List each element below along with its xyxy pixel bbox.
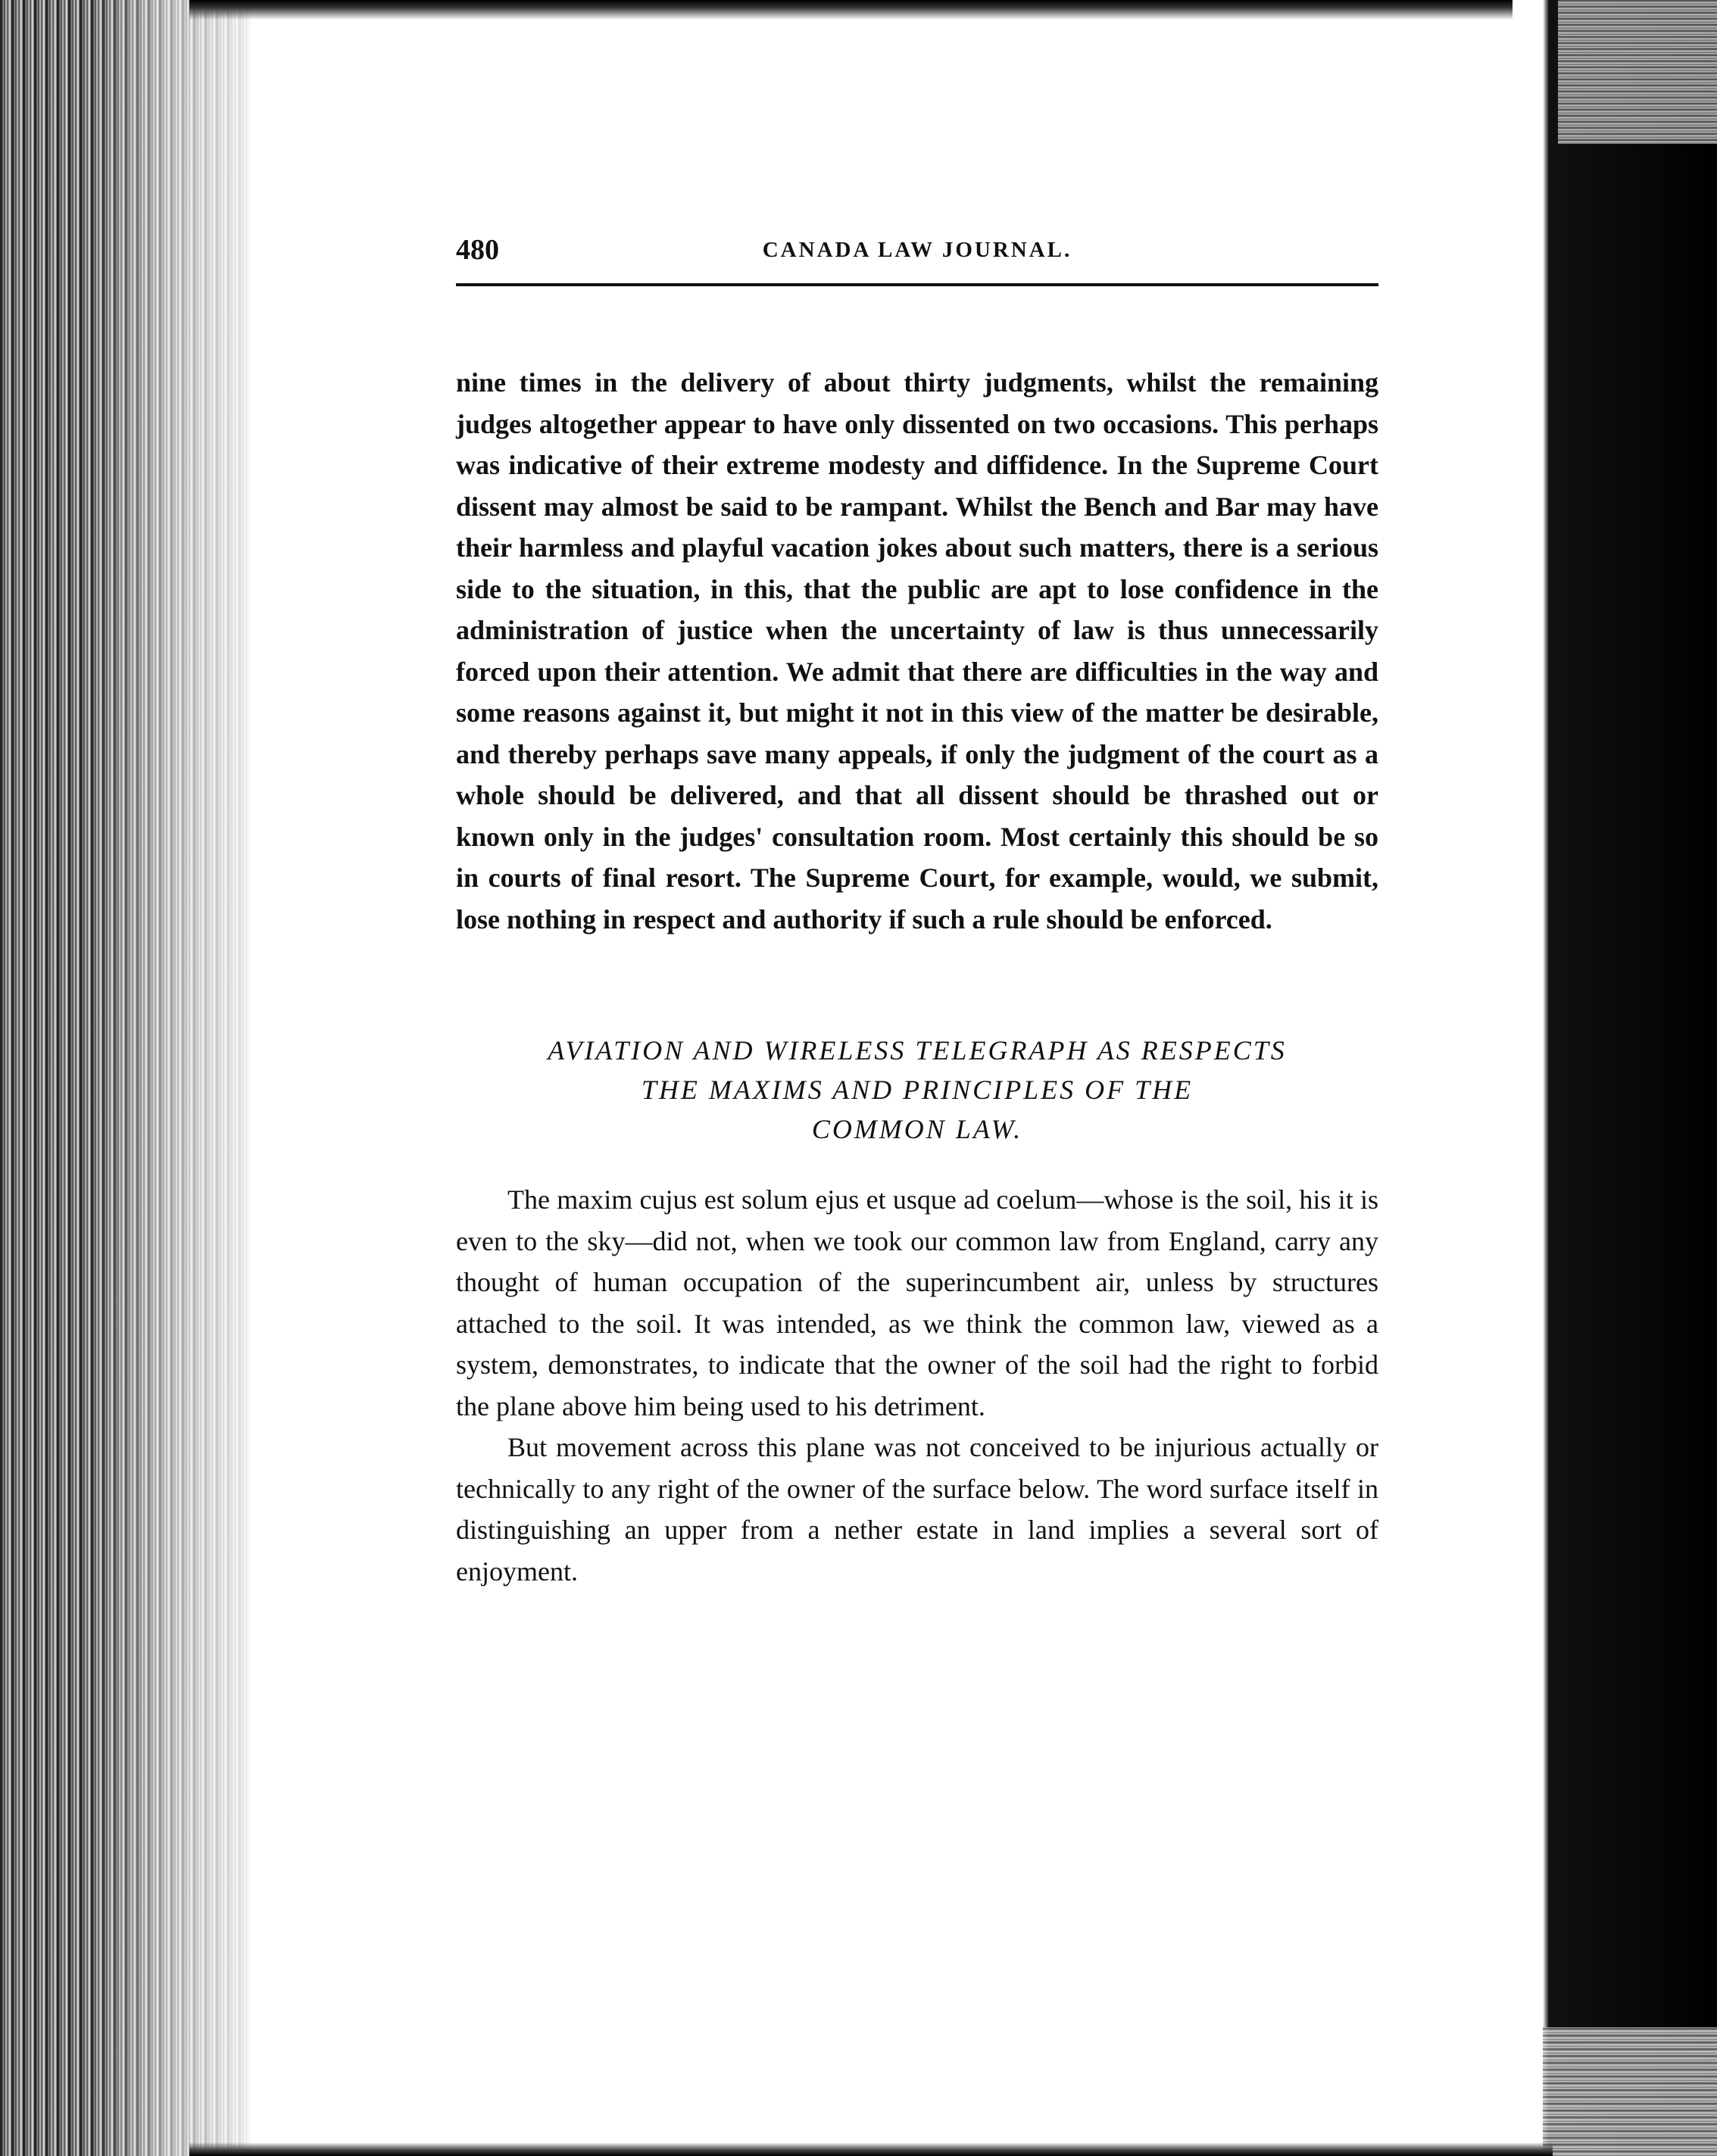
- running-header: [456, 227, 1378, 273]
- scan-bottom-edge: [189, 2142, 1553, 2156]
- article-title: [456, 1031, 1378, 1149]
- continued-paragraph: nine times in the delivery of about thirty judgments, whilst the remaining judges altogether appear to have only dissented on two occasions. This perhaps was indicative of their extreme modesty and diffidence. In the Supreme Court dissent may almost be said to be rampant. Whilst the Bench and Bar may have their harmless and playful vacation jokes about such matters, there is a serious side to the situation, in this, that the public are apt to lose confidence in the administration of justice when the uncertainty of law is thus unnecessarily forced upon their attention. We admit that there are difficulties in the way and some reasons against it, but might it not in this view of the matter be desirable, and thereby perhaps save many appeals, if only the judgment of the court as a whole should be delivered, and that all dissent should be thrashed out or known only in the judges' consultation room. Most certainly this should be so in courts of final resort. The Supreme Court, for example, would, we submit, lose nothing in respect and authority if such a rule should be enforced.: [456, 367, 1378, 934]
- scan-top-edge: [189, 0, 1537, 20]
- article-title-line: AVIATION AND WIRELESS TELEGRAPH AS RESPECTS: [548, 1035, 1287, 1066]
- page-stack-top-right: [1558, 0, 1717, 144]
- page-number: 480: [456, 234, 499, 266]
- article-title-line: COMMON LAW.: [811, 1114, 1023, 1144]
- article-title-line: THE MAXIMS AND PRINCIPLES OF THE: [641, 1075, 1194, 1105]
- journal-title: CANADA LAW JOURNAL.: [762, 238, 1072, 262]
- header-rule: [456, 283, 1378, 286]
- article-body: [456, 1179, 1378, 1592]
- article-paragraph: The maxim cujus est solum ejus et usque ad coelum—whose is the soil, his it is even to the sky—did not, when we took our common law from England, carry any thought of human occupation of the superincumbent air, unless by structures attached to the soil. It was intended, as we think the common law, viewed as a system, demonstrates, to indicate that the owner of the soil had the right to forbid the plane above him being used to his detriment.: [456, 1184, 1378, 1421]
- document-page: [456, 227, 1378, 1592]
- article-paragraph: But movement across this plane was not conceived to be injurious actually or technically to any right of the owner of the surface below. The word surface itself in distinguishing an upper from a nether estate in land implies a several sort of enjoyment.: [456, 1432, 1378, 1587]
- spine-shadow: [91, 0, 258, 2156]
- scan-right-edge: [1513, 0, 1717, 2156]
- page-stack-bottom-right: [1543, 2027, 1717, 2156]
